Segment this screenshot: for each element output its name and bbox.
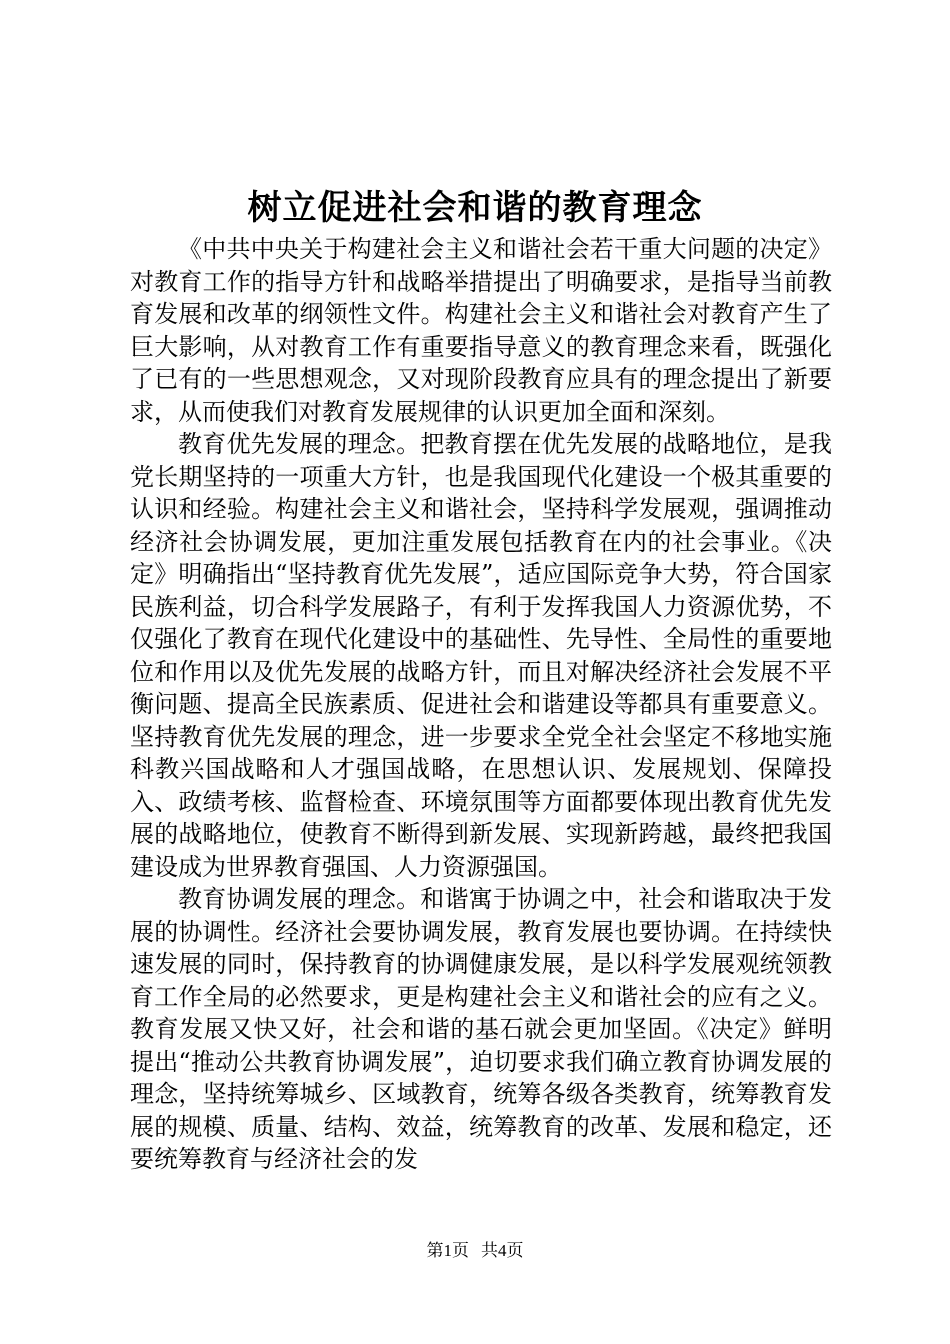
paragraph-coordinated-development: 教育协调发展的理念。和谐寓于协调之中，社会和谐取决于发展的协调性。经济社会要协调发展，教育发展也要协调。在持续快速发展的同时，保持教育的协调健康发展，是以科学发展观统领教育工作全局的必然要求，更是构建社会主义和谐社会的应有之义。教育发展又快又好，社会和谐的基石就会更加坚固。《决定》鲜明提出“推动公共教育协调发展”，迫切要求我们确立教育协调发展的理念，坚持统筹城乡、区域教育，统筹各级各类教育，统筹教育发展的规模、质量、结构、效益，统筹教育的改革、发展和稳定，还要统筹教育与经济社会的发 — [130, 885, 832, 1173]
document-body — [130, 233, 832, 1176]
document-title: 树立促进社会和谐的教育理念 — [247, 188, 703, 228]
paragraph-priority-development: 教育优先发展的理念。把教育摆在优先发展的战略地位，是我党长期坚持的一项重大方针，也是我国现代化建设一个极其重要的认识和经验。构建社会主义和谐社会，坚持科学发展观，强调推动经济社会协调发展，更加注重发展包括教育在内的社会事业。《决定》明确指出“坚持教育优先发展”，适应国际竞争大势，符合国家民族利益，切合科学发展路子，有利于发挥我国人力资源优势，不仅强化了教育在现代化建设中的基础性、先导性、全局性的重要地位和作用以及优先发展的战略方针，而且对解决经济社会发展不平衡问题、提高全民族素质、促进社会和谐建设等都具有重要意义。坚持教育优先发展的理念，进一步要求全党全社会坚定不移地实施科教兴国战略和人才强国战略，在思想认识、发展规划、保障投入、政绩考核、监督检查、环境氛围等方面都要体现出教育优先发展的战略地位，使教育不断得到新发展、实现新跨越，最终把我国建设成为世界教育强国、人力资源强国。 — [130, 430, 832, 881]
page-total: 共4页 — [481, 1241, 524, 1260]
page-number: 第1页 — [426, 1241, 469, 1260]
page-footer — [0, 1240, 950, 1262]
paragraph-intro: 《中共中央关于构建社会主义和谐社会若干重大问题的决定》对教育工作的指导方针和战略举措提出了明确要求，是指导当前教育发展和改革的纲领性文件。构建社会主义和谐社会对教育产生了巨大影响，从对教育工作有重要指导意义的教育理念来看，既强化了已有的一些思想观念，又对现阶段教育应具有的理念提出了新要求，从而使我们对教育发展规律的认识更加全面和深刻。 — [130, 235, 832, 426]
